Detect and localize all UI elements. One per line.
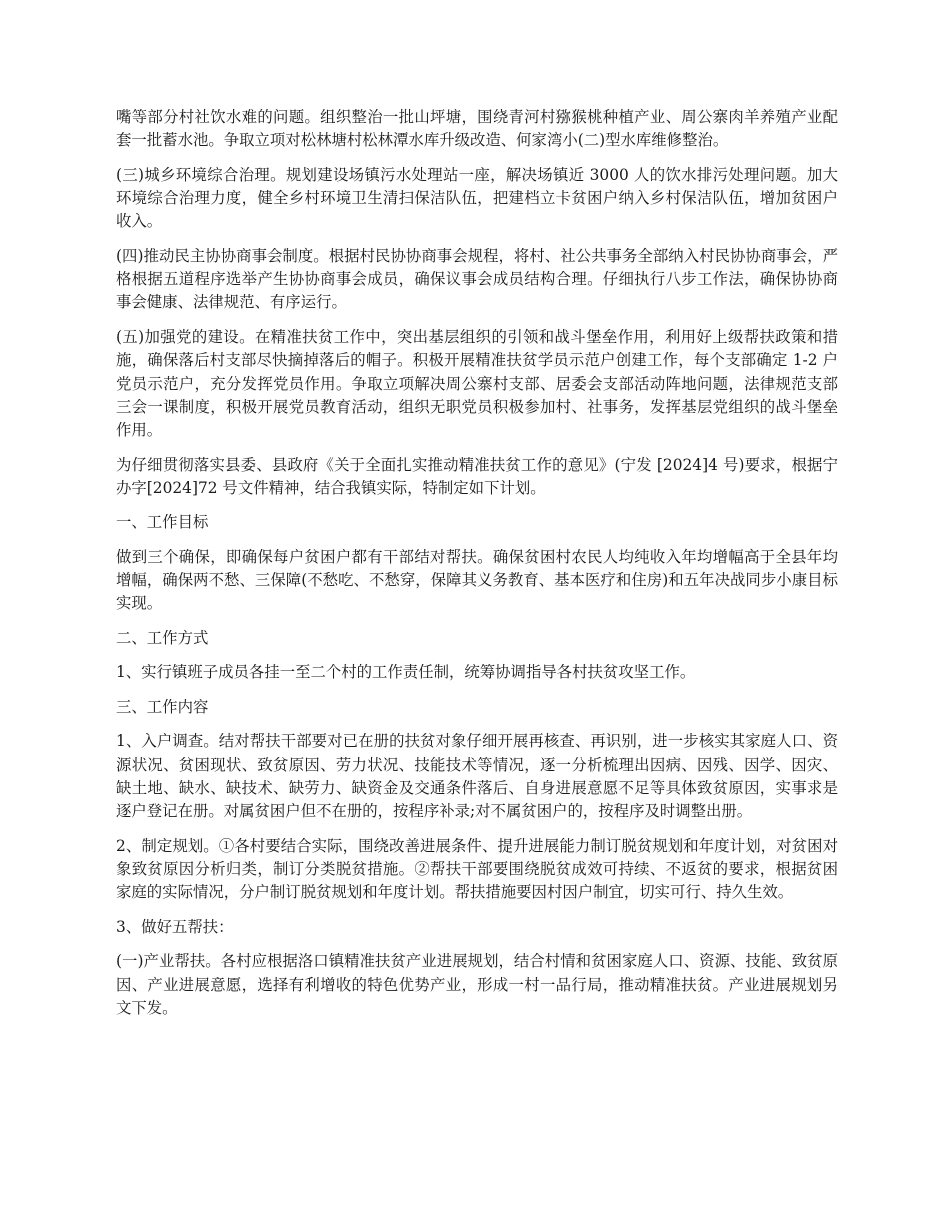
paragraph-planning: 2、制定规划。①各村要结合实际，围绕改善进展条件、提升进展能力制订脱贫规划和年度计划，对贫困对象致贫原因分析归类，制订分类脱贫措施。②帮扶干部要围绕脱贫成效可持续、不返贫的要求，根据贫困家庭的实际情况，分户制订脱贫规划和年度计划。帮扶措施要因村因户制宜，切实可行、持久生效。: [116, 836, 838, 902]
paragraph-plan-intro: 为仔细贯彻落实县委、县政府《关于全面扎实推动精准扶贫工作的意见》(宁发 [2024]4 号)要求，根据宁办字[2024]72 号文件精神，结合我镇实际，特制定如下计划。: [116, 455, 838, 497]
heading-work-methods: 二、工作方式: [116, 628, 209, 647]
paragraph-work-methods: 1、实行镇班子成员各挂一至二个村的工作责任制，统筹协调指导各村扶贫攻坚工作。: [116, 663, 696, 682]
heading-work-goals: 一、工作目标: [116, 513, 209, 532]
paragraph-environment: (三)城乡环境综合治理。规划建设场镇污水处理站一座，解决场镇近 3000 人的饮水排污处理问题。加大环境综合治理力度，健全乡村环境卫生清扫保洁队伍，把建档立卡贫困户纳入乡村保洁队伍，增加贫困户收入。: [116, 165, 838, 231]
paragraph-five-assistance: 3、做好五帮扶：: [116, 917, 234, 936]
heading-work-content: 三、工作内容: [116, 697, 209, 716]
paragraph-industry-assistance: (一)产业帮扶。各村应根据洛口镇精准扶贫产业进展规划，结合村情和贫困家庭人口、资源、技能、致贫原因、产业进展意愿，选择有利增收的特色优势产业，形成一村一品行局，推动精准扶贫。产业进展规划另文下发。: [116, 952, 838, 1017]
paragraph-work-goals: 做到三个确保，即确保每户贫困户都有干部结对帮扶。确保贫困村农民人均纯收入年均增幅高于全县年均增幅，确保两不愁、三保障(不愁吃、不愁穿，保障其义务教育、基本医疗和住房)和五年决战同步小康目标实现。: [116, 547, 838, 613]
paragraph-party-building: (五)加强党的建设。在精准扶贫工作中，突出基层组织的引领和战斗堡垒作用，利用好上级帮扶政策和措施，确保落后村支部尽快摘掉落后的帽子。积极开展精准扶贫学员示范户创建工作，每个支部确定 1-2 户党员示范户，充分发挥党员作用。争取立项解决周公寨村支部、居委会支部活动阵地问题，法律规范支部三会一课制度，积极开展党员教育活动，组织无职党员积极参加村、社事务，发挥基层党组织的战斗堡垒作用。: [116, 327, 838, 440]
document-body: [116, 106, 838, 1031]
paragraph-household-survey: 1、入户调查。结对帮扶干部要对已在册的扶贫对象仔细开展再核查、再识别，进一步核实其家庭人口、资源状况、贫困现状、致贫原因、劳力状况、技能技术等情况，逐一分析梳理出因病、因残、因学、因灾、缺土地、缺水、缺技术、缺劳力、缺资金及交通条件落后、自身进展意愿不足等具体致贫原因，实事求是逐户登记在册。对属贫困户但不在册的，按程序补录;对不属贫困户的，按程序及时调整出册。: [116, 732, 838, 821]
paragraph-water-projects: 嘴等部分村社饮水难的问题。组织整治一批山坪塘，围绕青河村猕猴桃种植产业、周公寨肉羊养殖产业配套一批蓄水池。争取立项对松林塘村松林潭水库升级改造、何家湾小(二)型水库维修整治。: [116, 108, 838, 150]
paragraph-democratic-council: (四)推动民主协协商事会制度。根据村民协协商事会规程，将村、社公共事务全部纳入村民协协商事会，严格根据五道程序选举产生协协商事会成员，确保议事会成员结构合理。仔细执行八步工作法，确保协协商事会健康、法律规范、有序运行。: [116, 246, 838, 312]
